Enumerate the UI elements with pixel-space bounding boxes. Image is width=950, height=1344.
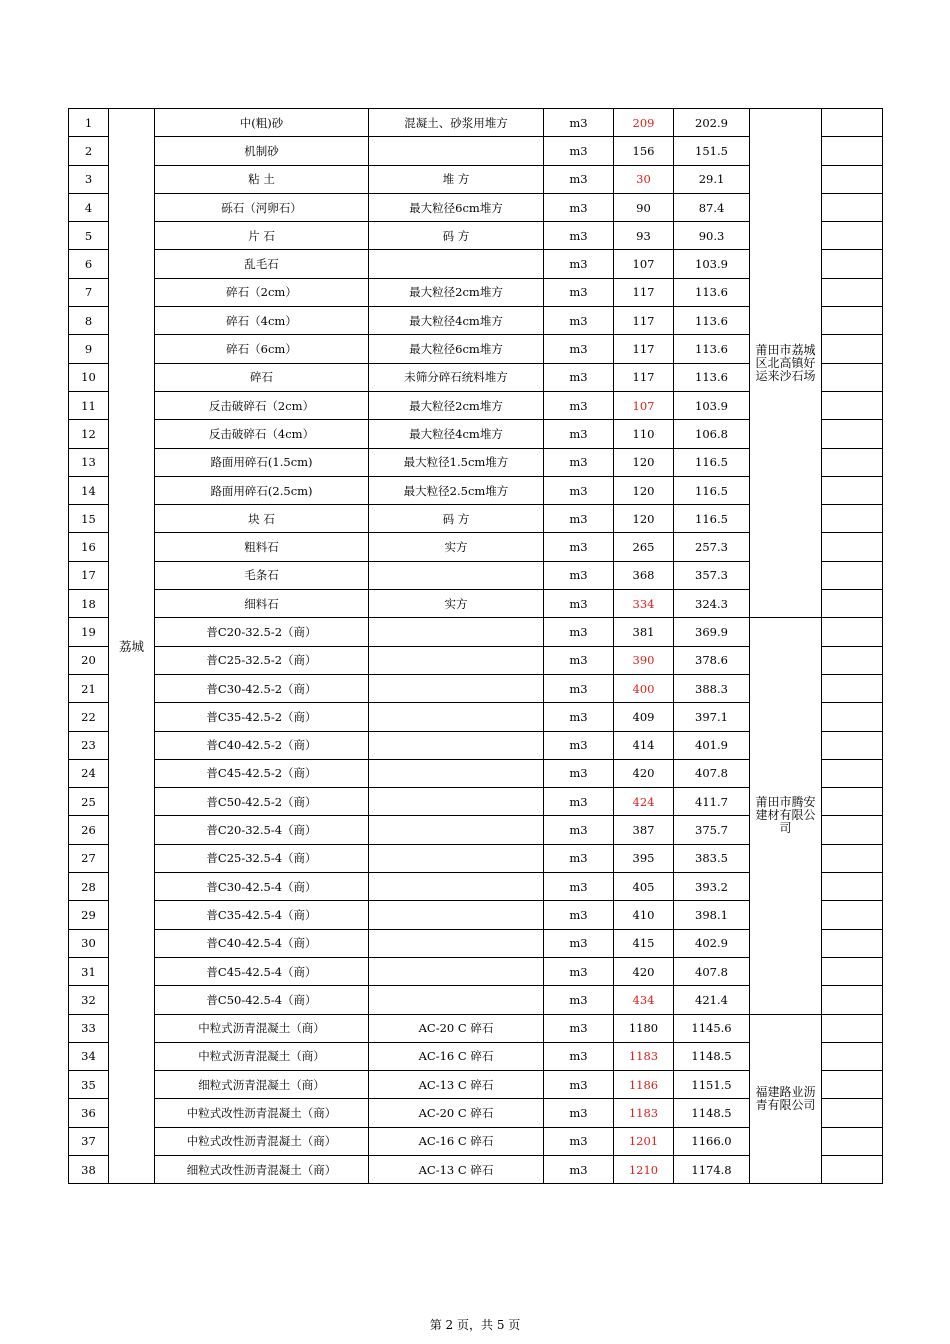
price-cell: 265 [614, 533, 674, 561]
net-price-cell: 113.6 [674, 307, 750, 335]
net-price-cell: 383.5 [674, 844, 750, 872]
price-cell: 420 [614, 759, 674, 787]
material-name-cell: 普C45-42.5-4（商） [155, 957, 369, 985]
remark-cell [822, 844, 883, 872]
material-name-cell: 反击破碎石（2cm） [155, 391, 369, 419]
spec-cell: 最大粒径2.5cm堆方 [369, 476, 544, 504]
unit-cell: m3 [544, 1042, 614, 1070]
table-row [69, 618, 883, 646]
unit-cell: m3 [544, 307, 614, 335]
material-name-cell: 细料石 [155, 590, 369, 618]
remark-cell [822, 250, 883, 278]
unit-cell: m3 [544, 986, 614, 1014]
price-cell: 209 [614, 109, 674, 137]
net-price-cell: 407.8 [674, 759, 750, 787]
price-cell: 120 [614, 476, 674, 504]
remark-cell [822, 674, 883, 702]
spec-cell [369, 957, 544, 985]
row-number-cell: 23 [69, 731, 109, 759]
material-name-cell: 普C30-42.5-2（商） [155, 674, 369, 702]
unit-cell: m3 [544, 646, 614, 674]
unit-cell: m3 [544, 816, 614, 844]
row-number-cell: 9 [69, 335, 109, 363]
row-number-cell: 14 [69, 476, 109, 504]
remark-cell [822, 278, 883, 306]
unit-cell: m3 [544, 250, 614, 278]
unit-cell: m3 [544, 844, 614, 872]
unit-cell: m3 [544, 957, 614, 985]
net-price-cell: 1148.5 [674, 1042, 750, 1070]
spec-cell [369, 674, 544, 702]
price-cell: 368 [614, 561, 674, 589]
net-price-cell: 90.3 [674, 222, 750, 250]
unit-cell: m3 [544, 391, 614, 419]
row-number-cell: 1 [69, 109, 109, 137]
unit-cell: m3 [544, 533, 614, 561]
material-name-cell: 片 石 [155, 222, 369, 250]
material-name-cell: 砾石（河卵石） [155, 193, 369, 221]
material-name-cell: 碎石 [155, 363, 369, 391]
remark-cell [822, 222, 883, 250]
net-price-cell: 407.8 [674, 957, 750, 985]
spec-cell [369, 901, 544, 929]
spec-cell: AC-13 C 碎石 [369, 1071, 544, 1099]
row-number-cell: 16 [69, 533, 109, 561]
net-price-cell: 113.6 [674, 335, 750, 363]
remark-cell [822, 391, 883, 419]
price-cell: 390 [614, 646, 674, 674]
spec-cell [369, 250, 544, 278]
spec-cell: AC-16 C 碎石 [369, 1042, 544, 1070]
net-price-cell: 411.7 [674, 788, 750, 816]
unit-cell: m3 [544, 1155, 614, 1183]
net-price-cell: 388.3 [674, 674, 750, 702]
row-number-cell: 29 [69, 901, 109, 929]
material-name-cell: 路面用碎石(1.5cm) [155, 448, 369, 476]
spec-cell: AC-16 C 碎石 [369, 1127, 544, 1155]
spec-cell [369, 788, 544, 816]
spec-cell: 实方 [369, 590, 544, 618]
remark-cell [822, 307, 883, 335]
row-number-cell: 25 [69, 788, 109, 816]
material-name-cell: 普C40-42.5-2（商） [155, 731, 369, 759]
unit-cell: m3 [544, 335, 614, 363]
unit-cell: m3 [544, 448, 614, 476]
net-price-cell: 116.5 [674, 476, 750, 504]
spec-cell [369, 816, 544, 844]
price-cell: 120 [614, 505, 674, 533]
unit-cell: m3 [544, 590, 614, 618]
price-cell: 117 [614, 307, 674, 335]
unit-cell: m3 [544, 137, 614, 165]
remark-cell [822, 476, 883, 504]
row-number-cell: 21 [69, 674, 109, 702]
row-number-cell: 18 [69, 590, 109, 618]
supplier-cell: 福建路业沥青有限公司 [750, 1014, 822, 1184]
remark-cell [822, 731, 883, 759]
material-name-cell: 普C50-42.5-2（商） [155, 788, 369, 816]
remark-cell [822, 193, 883, 221]
price-cell: 409 [614, 703, 674, 731]
unit-cell: m3 [544, 1099, 614, 1127]
net-price-cell: 402.9 [674, 929, 750, 957]
remark-cell [822, 165, 883, 193]
price-cell: 334 [614, 590, 674, 618]
net-price-cell: 1148.5 [674, 1099, 750, 1127]
price-cell: 120 [614, 448, 674, 476]
unit-cell: m3 [544, 561, 614, 589]
net-price-cell: 257.3 [674, 533, 750, 561]
material-name-cell: 普C45-42.5-2（商） [155, 759, 369, 787]
row-number-cell: 26 [69, 816, 109, 844]
remark-cell [822, 759, 883, 787]
price-cell: 381 [614, 618, 674, 646]
table-row [69, 109, 883, 137]
price-cell: 110 [614, 420, 674, 448]
row-number-cell: 27 [69, 844, 109, 872]
remark-cell [822, 363, 883, 391]
row-number-cell: 31 [69, 957, 109, 985]
remark-cell [822, 816, 883, 844]
remark-cell [822, 873, 883, 901]
unit-cell: m3 [544, 788, 614, 816]
material-name-cell: 碎石（6cm） [155, 335, 369, 363]
material-name-cell: 普C25-32.5-4（商） [155, 844, 369, 872]
price-cell: 410 [614, 901, 674, 929]
price-cell: 395 [614, 844, 674, 872]
spec-cell [369, 844, 544, 872]
spec-cell: 码 方 [369, 505, 544, 533]
spec-cell [369, 731, 544, 759]
spec-cell: 最大粒径2cm堆方 [369, 278, 544, 306]
price-cell: 156 [614, 137, 674, 165]
row-number-cell: 38 [69, 1155, 109, 1183]
material-name-cell: 毛条石 [155, 561, 369, 589]
row-number-cell: 5 [69, 222, 109, 250]
material-name-cell: 中粒式沥青混凝土（商） [155, 1042, 369, 1070]
price-cell: 414 [614, 731, 674, 759]
row-number-cell: 8 [69, 307, 109, 335]
net-price-cell: 378.6 [674, 646, 750, 674]
remark-cell [822, 335, 883, 363]
net-price-cell: 1166.0 [674, 1127, 750, 1155]
remark-cell [822, 1099, 883, 1127]
unit-cell: m3 [544, 420, 614, 448]
supplier-cell: 莆田市腾安建材有限公司 [750, 618, 822, 1014]
remark-cell [822, 137, 883, 165]
net-price-cell: 116.5 [674, 505, 750, 533]
material-name-cell: 普C20-32.5-4（商） [155, 816, 369, 844]
net-price-cell: 113.6 [674, 278, 750, 306]
row-number-cell: 34 [69, 1042, 109, 1070]
unit-cell: m3 [544, 703, 614, 731]
net-price-cell: 113.6 [674, 363, 750, 391]
net-price-cell: 116.5 [674, 448, 750, 476]
unit-cell: m3 [544, 222, 614, 250]
net-price-cell: 29.1 [674, 165, 750, 193]
unit-cell: m3 [544, 165, 614, 193]
row-number-cell: 24 [69, 759, 109, 787]
material-name-cell: 细粒式改性沥青混凝土（商） [155, 1155, 369, 1183]
row-number-cell: 35 [69, 1071, 109, 1099]
unit-cell: m3 [544, 674, 614, 702]
row-number-cell: 11 [69, 391, 109, 419]
price-cell: 1183 [614, 1099, 674, 1127]
page-footer: 第 2 页，共 5 页 [429, 1318, 521, 1332]
price-cell: 117 [614, 278, 674, 306]
net-price-cell: 369.9 [674, 618, 750, 646]
spec-cell [369, 646, 544, 674]
net-price-cell: 103.9 [674, 391, 750, 419]
spec-cell [369, 986, 544, 1014]
net-price-cell: 103.9 [674, 250, 750, 278]
row-number-cell: 33 [69, 1014, 109, 1042]
net-price-cell: 398.1 [674, 901, 750, 929]
price-cell: 1201 [614, 1127, 674, 1155]
material-name-cell: 中粒式沥青混凝土（商） [155, 1014, 369, 1042]
material-name-cell: 普C25-32.5-2（商） [155, 646, 369, 674]
row-number-cell: 22 [69, 703, 109, 731]
row-number-cell: 3 [69, 165, 109, 193]
row-number-cell: 15 [69, 505, 109, 533]
remark-cell [822, 533, 883, 561]
material-name-cell: 普C30-42.5-4（商） [155, 873, 369, 901]
row-number-cell: 2 [69, 137, 109, 165]
remark-cell [822, 1042, 883, 1070]
price-cell: 117 [614, 363, 674, 391]
unit-cell: m3 [544, 193, 614, 221]
net-price-cell: 393.2 [674, 873, 750, 901]
remark-cell [822, 901, 883, 929]
price-cell: 1180 [614, 1014, 674, 1042]
price-cell: 1183 [614, 1042, 674, 1070]
remark-cell [822, 505, 883, 533]
row-number-cell: 28 [69, 873, 109, 901]
price-cell: 415 [614, 929, 674, 957]
unit-cell: m3 [544, 1127, 614, 1155]
row-number-cell: 36 [69, 1099, 109, 1127]
row-number-cell: 32 [69, 986, 109, 1014]
row-number-cell: 37 [69, 1127, 109, 1155]
unit-cell: m3 [544, 901, 614, 929]
net-price-cell: 1174.8 [674, 1155, 750, 1183]
material-name-cell: 碎石（4cm） [155, 307, 369, 335]
price-cell: 90 [614, 193, 674, 221]
remark-cell [822, 703, 883, 731]
unit-cell: m3 [544, 929, 614, 957]
material-name-cell: 普C50-42.5-4（商） [155, 986, 369, 1014]
price-cell: 1186 [614, 1071, 674, 1099]
remark-cell [822, 929, 883, 957]
price-cell: 424 [614, 788, 674, 816]
price-cell: 30 [614, 165, 674, 193]
price-cell: 387 [614, 816, 674, 844]
remark-cell [822, 1155, 883, 1183]
spec-cell: 实方 [369, 533, 544, 561]
spec-cell: 最大粒径1.5cm堆方 [369, 448, 544, 476]
row-number-cell: 10 [69, 363, 109, 391]
remark-cell [822, 109, 883, 137]
net-price-cell: 202.9 [674, 109, 750, 137]
spec-cell [369, 873, 544, 901]
net-price-cell: 375.7 [674, 816, 750, 844]
price-cell: 93 [614, 222, 674, 250]
spec-cell: 最大粒径2cm堆方 [369, 391, 544, 419]
row-number-cell: 30 [69, 929, 109, 957]
net-price-cell: 1151.5 [674, 1071, 750, 1099]
material-name-cell: 普C40-42.5-4（商） [155, 929, 369, 957]
material-name-cell: 中粒式改性沥青混凝土（商） [155, 1099, 369, 1127]
spec-cell [369, 703, 544, 731]
remark-cell [822, 420, 883, 448]
net-price-cell: 1145.6 [674, 1014, 750, 1042]
net-price-cell: 324.3 [674, 590, 750, 618]
material-name-cell: 路面用碎石(2.5cm) [155, 476, 369, 504]
unit-cell: m3 [544, 759, 614, 787]
price-cell: 117 [614, 335, 674, 363]
spec-cell: AC-20 C 碎石 [369, 1014, 544, 1042]
row-number-cell: 6 [69, 250, 109, 278]
net-price-cell: 397.1 [674, 703, 750, 731]
material-name-cell: 碎石（2cm） [155, 278, 369, 306]
material-name-cell: 粗料石 [155, 533, 369, 561]
material-name-cell: 乱毛石 [155, 250, 369, 278]
remark-cell [822, 1071, 883, 1099]
remark-cell [822, 1014, 883, 1042]
material-name-cell: 机制砂 [155, 137, 369, 165]
remark-cell [822, 788, 883, 816]
material-name-cell: 普C35-42.5-2（商） [155, 703, 369, 731]
row-number-cell: 13 [69, 448, 109, 476]
spec-cell: 最大粒径4cm堆方 [369, 307, 544, 335]
region-cell: 荔城 [109, 109, 155, 1184]
material-name-cell: 反击破碎石（4cm） [155, 420, 369, 448]
unit-cell: m3 [544, 1071, 614, 1099]
table-body [69, 109, 883, 1184]
row-number-cell: 20 [69, 646, 109, 674]
remark-cell [822, 646, 883, 674]
material-name-cell: 普C35-42.5-4（商） [155, 901, 369, 929]
spec-cell: AC-13 C 碎石 [369, 1155, 544, 1183]
spec-cell: 堆 方 [369, 165, 544, 193]
row-number-cell: 4 [69, 193, 109, 221]
unit-cell: m3 [544, 109, 614, 137]
spec-cell: 最大粒径6cm堆方 [369, 193, 544, 221]
net-price-cell: 421.4 [674, 986, 750, 1014]
spec-cell: 未筛分碎石统料堆方 [369, 363, 544, 391]
unit-cell: m3 [544, 476, 614, 504]
spec-cell: 混凝土、砂浆用堆方 [369, 109, 544, 137]
material-name-cell: 块 石 [155, 505, 369, 533]
remark-cell [822, 590, 883, 618]
table-row [69, 1014, 883, 1042]
price-cell: 107 [614, 250, 674, 278]
spec-cell: 最大粒径4cm堆方 [369, 420, 544, 448]
unit-cell: m3 [544, 873, 614, 901]
remark-cell [822, 957, 883, 985]
supplier-cell: 莆田市荔城区北高镇好运来沙石场 [750, 109, 822, 618]
unit-cell: m3 [544, 505, 614, 533]
price-cell: 400 [614, 674, 674, 702]
row-number-cell: 12 [69, 420, 109, 448]
spec-cell [369, 929, 544, 957]
spec-cell [369, 759, 544, 787]
spec-cell [369, 561, 544, 589]
price-cell: 420 [614, 957, 674, 985]
spec-cell [369, 137, 544, 165]
material-name-cell: 普C20-32.5-2（商） [155, 618, 369, 646]
net-price-cell: 357.3 [674, 561, 750, 589]
material-name-cell: 粘 土 [155, 165, 369, 193]
net-price-cell: 401.9 [674, 731, 750, 759]
spec-cell: 最大粒径6cm堆方 [369, 335, 544, 363]
spec-cell: AC-20 C 碎石 [369, 1099, 544, 1127]
spec-cell [369, 618, 544, 646]
spec-cell: 码 方 [369, 222, 544, 250]
row-number-cell: 7 [69, 278, 109, 306]
price-cell: 1210 [614, 1155, 674, 1183]
unit-cell: m3 [544, 731, 614, 759]
price-cell: 434 [614, 986, 674, 1014]
net-price-cell: 87.4 [674, 193, 750, 221]
price-cell: 107 [614, 391, 674, 419]
row-number-cell: 17 [69, 561, 109, 589]
remark-cell [822, 618, 883, 646]
remark-cell [822, 448, 883, 476]
remark-cell [822, 561, 883, 589]
unit-cell: m3 [544, 363, 614, 391]
material-name-cell: 中(粗)砂 [155, 109, 369, 137]
remark-cell [822, 986, 883, 1014]
unit-cell: m3 [544, 278, 614, 306]
net-price-cell: 106.8 [674, 420, 750, 448]
net-price-cell: 151.5 [674, 137, 750, 165]
material-name-cell: 细粒式沥青混凝土（商） [155, 1071, 369, 1099]
material-name-cell: 中粒式改性沥青混凝土（商） [155, 1127, 369, 1155]
price-table [68, 108, 883, 1184]
unit-cell: m3 [544, 618, 614, 646]
unit-cell: m3 [544, 1014, 614, 1042]
row-number-cell: 19 [69, 618, 109, 646]
remark-cell [822, 1127, 883, 1155]
price-cell: 405 [614, 873, 674, 901]
